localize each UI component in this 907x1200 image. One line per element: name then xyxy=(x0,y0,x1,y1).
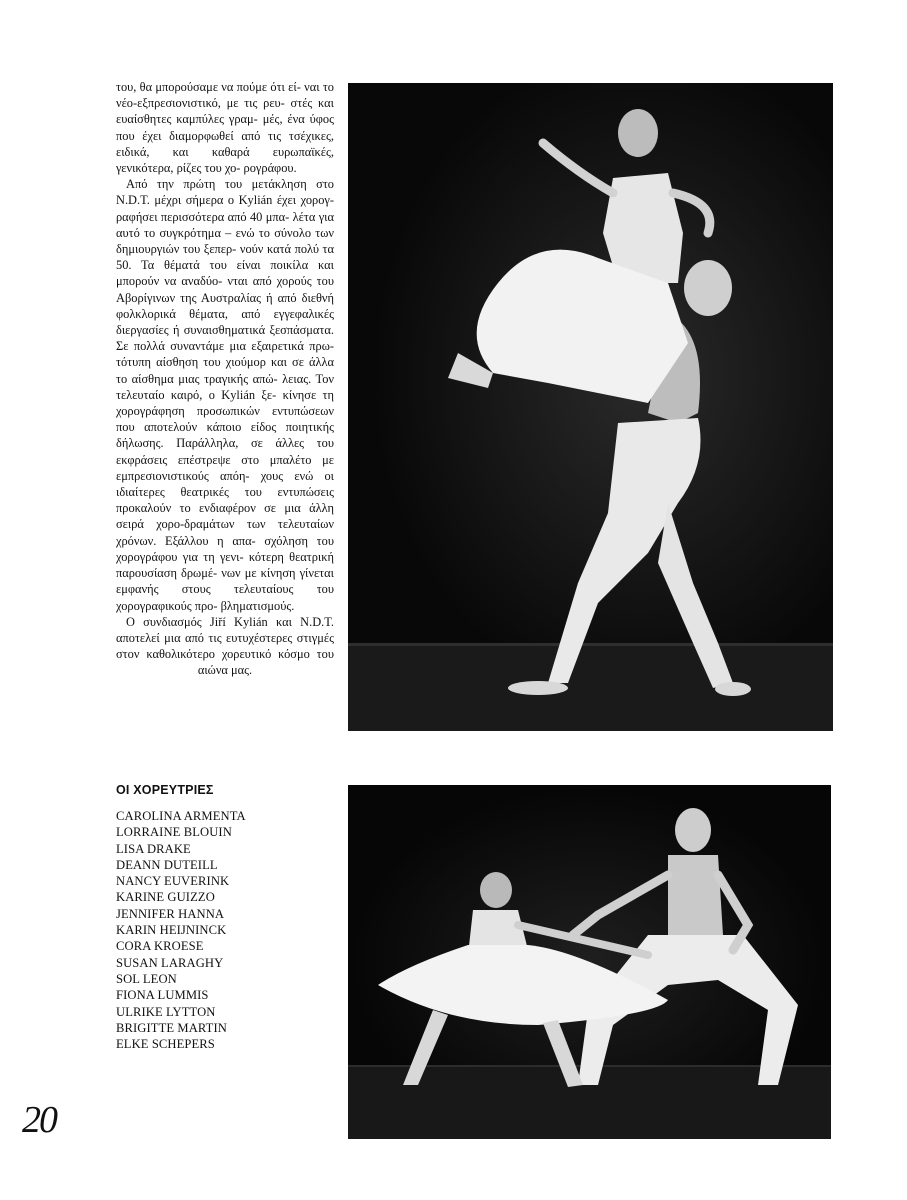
dance-lift-photo xyxy=(348,83,833,731)
dancers-heading: ΟΙ ΧΟΡΕΥΤΡΙΕΣ xyxy=(116,783,214,797)
dancer-name: KARIN HEIJNINCK xyxy=(116,923,227,938)
page-number: 20 xyxy=(22,1099,56,1141)
article-paragraph-3: Ο συνδιασμός Jiří Kylián και N.D.T. αποτελεί μια από τις ευτυχέστερες στιγμές στον καθολικότερο χορευτικό κόσμο του αιώνα μας. xyxy=(116,614,334,678)
dancer-name: KARINE GUIZZO xyxy=(116,890,215,905)
dancer-name: LORRAINE BLOUIN xyxy=(116,825,232,840)
dancer-name: ELKE SCHEPERS xyxy=(116,1037,215,1052)
dance-duet-illustration xyxy=(348,785,831,1139)
dance-duet-photo xyxy=(348,785,831,1139)
dancer-name: LISA DRAKE xyxy=(116,841,191,856)
dancer-name: FIONA LUMMIS xyxy=(116,988,209,1003)
dancer-name: DEANN DUTEILL xyxy=(116,857,218,872)
article-paragraph-1: του, θα μπορούσαμε να πούμε ότι εί- ναι το νέο-εξπρεσιονιστικό, με τις ρευ- στές και ευαίσθητες καμπύλες γραμ- μές, ένα ύφος που έχει διαμορφωθεί από τις τσέχικες, ειδικά, και καθαρά ευρωπαϊκές, γενικότερα, ρίζες του χο- ρογράφου. xyxy=(116,80,334,176)
dancer-name: SOL LEON xyxy=(116,971,177,986)
dancer-name: NANCY EUVERINK xyxy=(116,874,230,889)
article-paragraph-2: Από την πρώτη του μετάκληση στο N.D.T. μέχρι σήμερα ο Kylián έχει χορογ- ραφήσει περισσότερα από 40 μπα- λέτα για αυτό το συγκρότημα – ενώ το σύνολο των δημιουργιών του ξεπερ- νούν κατά πολύ τα 50. Τα θέματά του είναι ποικίλα και μπορούν να αναδύο- νται από χορούς του Αβορίγινων της Αυστραλίας ή από διεθνή φολκλορικά θέματα, από εγγεφαλικές διεργασίες ή συναισθηματικά ξεσπάσματα. Σε πολλά συναντάμε μια εξαιρετικά πρω- τότυπη αίσθηση του χιούμορ και σε άλλα το αίσθημα μιας τραγικής απώ- λειας. Τον τελευταίο καιρό, ο Kylián ξε- κίνησε τη χορογράφηση προσωπικών εντυπώσεων που αποτελούν κάποιο είδος ποιητικής δήλωσης. Παράλληλα, σε άλλες του εκφράσεις επέστρεψε στο μπαλέτο με εμπρεσιονιστικούς απόη- χους ενώ οι ιδιαίτερες θεατρικές του εντυπώσεις προκαλούν το ενδιαφέρον σε μια άλλη σειρά χορο-δραμάτων των τελευταίων χρόνων. Εξάλλου η απα- σχόληση του χορογράφου για τη γενι- κότερη θεατρική παρουσίαση δρωμέ- νων με κίνηση γίνεται εμφανής στους τελευταίους του χορογραφικούς προ- βληματισμούς. xyxy=(116,177,334,613)
dancer-list xyxy=(116,808,246,1052)
dancer-name: ULRIKE LYTTON xyxy=(116,1004,216,1019)
dancer-name: JENNIFER HANNA xyxy=(116,906,225,921)
dancer-name: SUSAN LARAGHY xyxy=(116,955,224,970)
article-text xyxy=(116,79,334,679)
dancer-name: BRIGITTE MARTIN xyxy=(116,1020,227,1035)
dancer-name: CORA KROESE xyxy=(116,939,204,954)
dancer-name: CAROLINA ARMENTA xyxy=(116,809,246,823)
dance-lift-illustration xyxy=(348,83,833,731)
